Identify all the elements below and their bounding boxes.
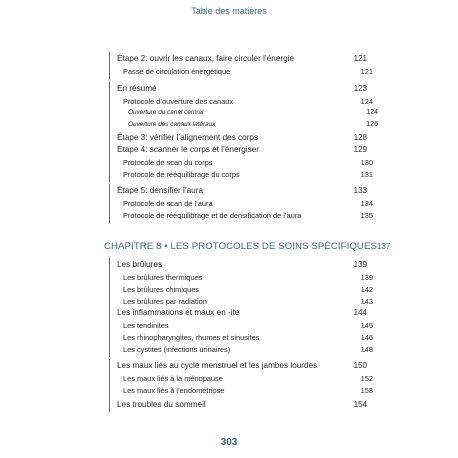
toc-entry-label: Protocole de rééquilibrage et de densification de l’aura (123, 211, 302, 220)
toc-entry-page-number: 134 (360, 199, 373, 208)
toc-group (109, 131, 373, 182)
toc-entry-label: Les cystites (infections urinaires) (123, 345, 231, 354)
toc-group (109, 184, 373, 223)
toc-entry-page-number: 146 (360, 333, 373, 342)
toc-entry-section[interactable] (110, 186, 367, 197)
toc-entry-label: Protocole de rééquilibrage du corps (123, 170, 240, 179)
toc-entry-page-number: 121 (353, 54, 367, 63)
toc-group (109, 52, 373, 79)
toc-entry-page-number: 135 (360, 211, 373, 220)
toc-entry-subsection[interactable] (110, 273, 373, 284)
toc-entry-label: Protocole d’ouverture des canaux (123, 97, 234, 106)
toc-entry-page-number: 130 (360, 158, 373, 167)
toc-entry-label: Étape 4: scanner le corps et l’énergiser (117, 145, 259, 154)
toc-entry-label: Les brûlures par radiation (123, 297, 207, 306)
toc-group (109, 306, 373, 357)
toc-entry-label: Ouverture du canal central (128, 109, 204, 116)
toc-entry-subsection[interactable] (110, 158, 373, 169)
toc-entry-subsection[interactable] (110, 170, 373, 181)
toc-entry-subsection[interactable] (110, 97, 373, 108)
toc-entry-subsection[interactable] (110, 345, 373, 356)
chapter-title: CHAPITRE 8 • LES PROTOCOLES DE SOINS SPÉCIFIQUES (104, 241, 377, 252)
toc-entry-page-number: 154 (353, 400, 367, 409)
toc-entry-subsection[interactable] (110, 374, 373, 385)
toc-entry-page-number: 129 (353, 145, 367, 154)
toc-entry-page-number: 128 (353, 133, 367, 142)
toc-group (109, 258, 373, 309)
toc-entry-page-number: 150 (353, 361, 367, 370)
toc-entry-page-number: 133 (353, 186, 367, 195)
toc-entry-subsection[interactable] (110, 285, 373, 296)
toc-entry-page-number: 126 (366, 121, 378, 128)
toc-entry-page-number: 148 (360, 345, 373, 354)
chapter-page-number: 137 (376, 242, 391, 251)
toc-entry-subsection[interactable] (110, 333, 373, 344)
toc-entry-section[interactable] (110, 145, 367, 156)
toc-entry-page-number: 123 (353, 84, 367, 93)
toc-entry-label: En résumé (117, 84, 157, 93)
toc-entry-label: Les maux liés au cycle menstruel et les jambes lourdes (117, 361, 318, 370)
toc-entry-label: Les troubles du sommeil (117, 400, 206, 409)
toc-entry-section[interactable] (110, 54, 367, 65)
page-number: 303 (220, 437, 238, 448)
toc-entry-page-number: 145 (360, 321, 373, 330)
toc-entry-section[interactable] (110, 308, 367, 319)
toc-group (109, 82, 378, 133)
toc-entry-page-number: 124 (360, 97, 373, 106)
toc-entry-label: Les brûlures chimiques (123, 285, 199, 294)
toc-entry-label: Les brûlures (117, 260, 163, 269)
toc-entry-page-number: 139 (353, 260, 367, 269)
toc-entry-subsection[interactable] (110, 321, 373, 332)
toc-entry-label: Les inflammations et maux en -ite (117, 308, 240, 317)
toc-entry-subsection[interactable] (110, 211, 373, 222)
toc-entry-page-number: 144 (353, 308, 367, 317)
toc-entry-label: Passe de circulation énergétique (123, 67, 231, 76)
toc-group (109, 359, 373, 398)
toc-entry-label: Étape 3: vérifier l’alignement des corps (117, 133, 259, 142)
toc-entry-subsection[interactable] (110, 199, 373, 210)
toc-entry-page-number: 131 (360, 170, 373, 179)
toc-entry-label: Les maux liés à l’endométriose (123, 386, 225, 395)
toc-entry-page-number: 121 (360, 67, 373, 76)
toc-entry-section[interactable] (110, 400, 367, 411)
toc-entry-subsubsection[interactable] (110, 109, 378, 120)
toc-entry-label: Les brûlures thermiques (123, 273, 203, 282)
toc-entry-section[interactable] (110, 84, 367, 95)
toc-entry-label: Étape 5: densifier l’aura (117, 186, 204, 195)
toc-entry-page-number: 152 (360, 374, 373, 383)
toc-entry-page-number: 139 (360, 273, 373, 282)
toc-entry-label: Les maux liés à la ménopause (123, 374, 223, 383)
toc-group (109, 398, 367, 412)
toc-entry-subsection[interactable] (110, 67, 373, 78)
toc-entry-label: Étape 2: ouvrir les canaux, faire circuler l’énergie (117, 54, 295, 63)
toc-entry-label: Protocole de scan du corps (123, 158, 213, 167)
toc-entry-label: Ouverture des canaux latéraux (128, 121, 216, 128)
toc-entry-page-number: 143 (360, 297, 373, 306)
toc-entry-section[interactable] (110, 260, 367, 271)
running-head: Table des matières (191, 6, 267, 16)
toc-entry-label: Protocole de scan de l’aura (123, 199, 213, 208)
toc-entry-label: Les tendinites (123, 321, 169, 330)
toc-entry-subsection[interactable] (110, 386, 373, 397)
toc-entry-page-number: 153 (360, 386, 373, 395)
toc-entry-page-number: 142 (360, 285, 373, 294)
toc-entry-section[interactable] (110, 361, 367, 372)
toc-entry-page-number: 124 (366, 109, 378, 116)
toc-entry-label: Les rhinopharyngites, rhumes et sinusites (123, 333, 260, 342)
toc-entry-section[interactable] (110, 133, 367, 144)
chapter-heading[interactable] (104, 241, 391, 255)
